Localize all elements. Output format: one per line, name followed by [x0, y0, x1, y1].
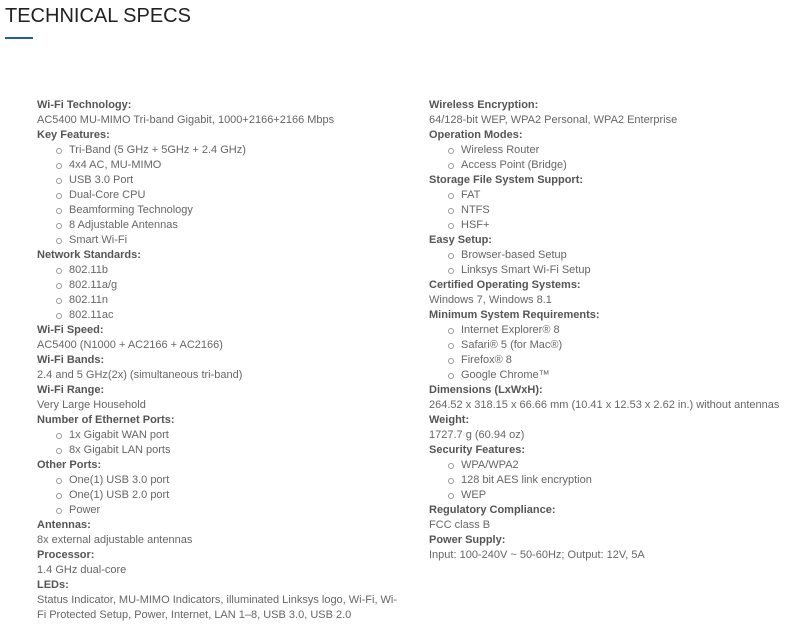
spec-label: Power Supply:	[429, 534, 506, 546]
spec-value: Very Large Household	[37, 399, 146, 411]
spec-number-of-ethernet-ports	[37, 413, 402, 458]
spec-list	[429, 188, 789, 233]
spec-security-features	[429, 443, 789, 503]
list-item: Safari® 5 (for Mac®)	[429, 338, 789, 353]
list-item: 802.11ac	[37, 308, 402, 323]
spec-label: Wi-Fi Speed:	[37, 324, 104, 336]
spec-regulatory-compliance	[429, 503, 789, 533]
list-item: USB 3.0 Port	[37, 173, 402, 188]
spec-value: Input: 100-240V ~ 50-60Hz; Output: 12V, 5A	[429, 549, 645, 561]
list-item: 128 bit AES link encryption	[429, 473, 789, 488]
spec-label: Certified Operating Systems:	[429, 279, 581, 291]
list-item: 802.11a/g	[37, 278, 402, 293]
spec-list	[37, 263, 402, 323]
list-item: Beamforming Technology	[37, 203, 402, 218]
list-item: Dual-Core CPU	[37, 188, 402, 203]
spec-label: Storage File System Support:	[429, 174, 584, 186]
spec-wi-fi-speed	[37, 323, 402, 353]
spec-value: AC5400 MU-MIMO Tri-band Gigabit, 1000+2166+2166 Mbps	[37, 114, 335, 126]
list-item: 8 Adjustable Antennas	[37, 218, 402, 233]
spec-value: AC5400 (N1000 + AC2166 + AC2166)	[37, 339, 223, 351]
list-item: 8x Gigabit LAN ports	[37, 443, 402, 458]
spec-list	[37, 428, 402, 458]
list-item: 802.11b	[37, 263, 402, 278]
list-item: Wireless Router	[429, 143, 789, 158]
spec-network-standards	[37, 248, 402, 323]
list-item: WEP	[429, 488, 789, 503]
spec-antennas	[37, 518, 402, 548]
list-item: NTFS	[429, 203, 789, 218]
spec-easy-setup	[429, 233, 789, 278]
spec-label: Security Features:	[429, 444, 525, 456]
spec-label: Wi-Fi Bands:	[37, 354, 105, 366]
list-item: WPA/WPA2	[429, 458, 789, 473]
spec-label: Antennas:	[37, 519, 91, 531]
list-item: Smart Wi-Fi	[37, 233, 402, 248]
title-underline	[5, 37, 33, 39]
spec-label: Weight:	[429, 414, 470, 426]
spec-label: Wi-Fi Range:	[37, 384, 105, 396]
spec-wi-fi-range	[37, 383, 402, 413]
specs-column-left	[37, 98, 402, 623]
spec-list	[429, 248, 789, 278]
spec-weight	[429, 413, 789, 443]
spec-value: 264.52 x 318.15 x 66.66 mm (10.41 x 12.53 x 2.62 in.) without antennas	[429, 399, 780, 411]
list-item: Firefox® 8	[429, 353, 789, 368]
spec-label: LEDs:	[37, 579, 69, 591]
spec-wi-fi-bands	[37, 353, 402, 383]
list-item: Browser-based Setup	[429, 248, 789, 263]
list-item: Access Point (Bridge)	[429, 158, 789, 173]
spec-storage-file-system-support	[429, 173, 789, 233]
spec-list	[429, 458, 789, 503]
spec-power-supply	[429, 533, 789, 563]
spec-value: 1727.7 g (60.94 oz)	[429, 429, 525, 441]
spec-label: Minimum System Requirements:	[429, 309, 600, 321]
spec-processor	[37, 548, 402, 578]
spec-label: Other Ports:	[37, 459, 102, 471]
spec-other-ports	[37, 458, 402, 518]
spec-label: Number of Ethernet Ports:	[37, 414, 175, 426]
spec-wi-fi-technology	[37, 98, 402, 128]
spec-label: Wireless Encryption:	[429, 99, 539, 111]
spec-certified-operating-systems	[429, 278, 789, 308]
spec-list	[37, 143, 402, 248]
list-item: Power	[37, 503, 402, 518]
spec-label: Processor:	[37, 549, 95, 561]
list-item: HSF+	[429, 218, 789, 233]
list-item: 802.11n	[37, 293, 402, 308]
list-item: 1x Gigabit WAN port	[37, 428, 402, 443]
spec-value: Windows 7, Windows 8.1	[429, 294, 552, 306]
specs-column-right	[429, 98, 789, 563]
spec-dimensions-lxwxh	[429, 383, 789, 413]
spec-operation-modes	[429, 128, 789, 173]
spec-wireless-encryption	[429, 98, 789, 128]
spec-minimum-system-requirements	[429, 308, 789, 383]
spec-list	[37, 473, 402, 518]
spec-value: Status Indicator, MU-MIMO Indicators, illuminated Linksys logo, Wi-Fi, Wi-Fi Protected Setup, Power, Internet, LAN 1–8, USB 3.0, USB 2.0	[37, 594, 398, 621]
spec-label: Easy Setup:	[429, 234, 492, 246]
spec-value: 1.4 GHz dual-core	[37, 564, 127, 576]
spec-key-features	[37, 128, 402, 248]
spec-value: FCC class B	[429, 519, 491, 531]
spec-leds	[37, 578, 402, 623]
spec-label: Key Features:	[37, 129, 110, 141]
list-item: One(1) USB 2.0 port	[37, 488, 402, 503]
page-title: TECHNICAL SPECS	[5, 5, 191, 27]
spec-label: Wi-Fi Technology:	[37, 99, 132, 111]
list-item: One(1) USB 3.0 port	[37, 473, 402, 488]
list-item: FAT	[429, 188, 789, 203]
spec-label: Network Standards:	[37, 249, 141, 261]
spec-value: 64/128-bit WEP, WPA2 Personal, WPA2 Enterprise	[429, 114, 678, 126]
spec-label: Dimensions (LxWxH):	[429, 384, 543, 396]
spec-value: 8x external adjustable antennas	[37, 534, 193, 546]
list-item: Google Chrome™	[429, 368, 789, 383]
list-item: Tri-Band (5 GHz + 5GHz + 2.4 GHz)	[37, 143, 402, 158]
list-item: Internet Explorer® 8	[429, 323, 789, 338]
spec-list	[429, 143, 789, 173]
list-item: Linksys Smart Wi-Fi Setup	[429, 263, 789, 278]
list-item: 4x4 AC, MU-MIMO	[37, 158, 402, 173]
spec-value: 2.4 and 5 GHz(2x) (simultaneous tri-band)	[37, 369, 243, 381]
spec-list	[429, 323, 789, 383]
spec-label: Regulatory Compliance:	[429, 504, 556, 516]
spec-label: Operation Modes:	[429, 129, 523, 141]
